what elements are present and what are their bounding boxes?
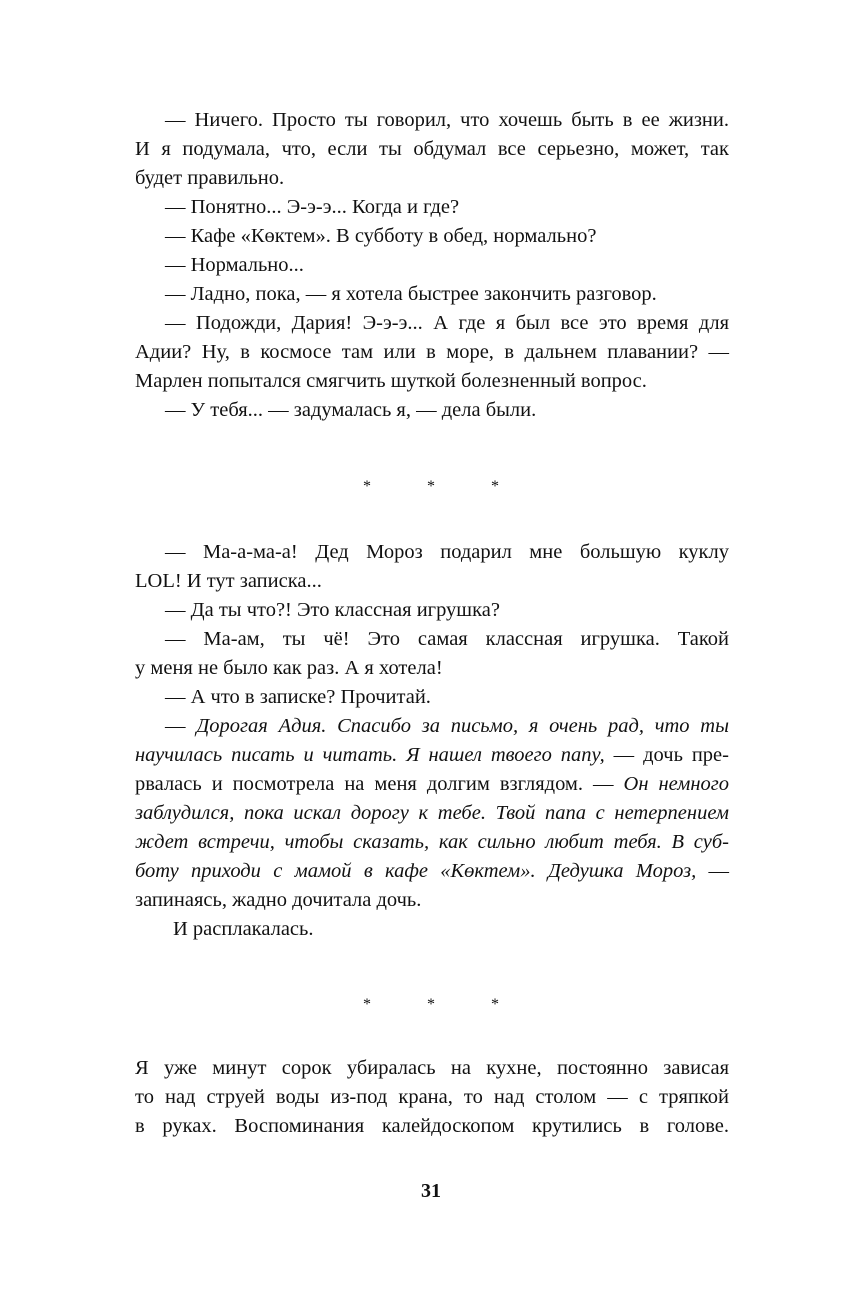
paragraph-line: у меня не было как раз. А я хотела!	[135, 657, 443, 679]
note-text: Он немного	[623, 773, 729, 795]
paragraph-line: И расплакалась.	[173, 918, 314, 940]
paragraph-line: — Подожди, Дария! Э-э-э... А где я был все это время для	[165, 312, 729, 334]
narration-text: — дочь пре-	[604, 744, 729, 766]
paragraph-line	[135, 741, 729, 770]
paragraph-line: — А что в записке? Прочитай.	[165, 686, 431, 708]
paragraph-line: то над струей воды из-под крана, то над столом — с тряпкой	[135, 1086, 729, 1108]
dialogue-section-1	[135, 106, 729, 425]
narration-text: рвалась и посмотрела на меня долгим взглядом. —	[135, 773, 624, 795]
paragraph-line: Марлен попытался смягчить шуткой болезненный вопрос.	[135, 370, 647, 392]
section-separator: * * *	[363, 996, 525, 1013]
paragraph-line: Я уже минут сорок убиралась на кухне, постоянно зависая	[135, 1057, 729, 1079]
note-text: боту приходи с мамой в кафе «Көктем». Дедушка Мороз,	[135, 860, 697, 882]
paragraph-line	[135, 712, 729, 741]
paragraph-line: — У тебя... — задумалась я, — дела были.	[165, 399, 537, 421]
narration-text: —	[696, 860, 729, 882]
section-separator: * * *	[363, 478, 525, 495]
paragraph-line: ждет встречи, чтобы сказать, как сильно любит тебя. В суб-	[135, 831, 729, 853]
paragraph-line: Адии? Ну, в космосе там или в море, в дальнем плавании? —	[135, 341, 729, 363]
dash: —	[165, 715, 197, 737]
paragraph-line: — Понятно... Э-э-э... Когда и где?	[165, 196, 460, 218]
note-text: Дорогая Адия. Спасибо за письмо, я очень рад, что ты	[196, 715, 729, 737]
paragraph-line: будет правильно.	[135, 167, 285, 189]
paragraph-line	[135, 857, 729, 886]
paragraph-line: — Кафе «Көктем». В субботу в обед, нормально?	[165, 225, 597, 247]
paragraph-line: — Нормально...	[165, 254, 304, 276]
paragraph-line: И я подумала, что, если ты обдумал все серьезно, может, так	[135, 138, 729, 160]
narrative-section-3	[135, 1054, 729, 1141]
note-text: научилась писать и читать. Я нашел твоего папу,	[135, 744, 605, 766]
paragraph-line: в руках. Воспоминания калейдоскопом крутились в голове.	[135, 1115, 729, 1137]
paragraph-line: — Да ты что?! Это классная игрушка?	[165, 599, 500, 621]
paragraph-line: — Ничего. Просто ты говорил, что хочешь быть в ее жизни.	[165, 109, 729, 131]
paragraph-line: — Ма-ам, ты чё! Это самая классная игрушка. Такой	[165, 628, 729, 650]
paragraph-line: заблудился, пока искал дорогу к тебе. Твой папа с нетерпением	[135, 802, 729, 824]
paragraph-line: LOL! И тут записка...	[135, 570, 322, 592]
paragraph-line	[135, 770, 729, 799]
dialogue-section-2	[135, 538, 729, 944]
paragraph-line: — Ма-а-ма-а! Дед Мороз подарил мне большую куклу	[165, 541, 729, 563]
paragraph-line: запинаясь, жадно дочитала дочь.	[135, 889, 422, 911]
paragraph-line: — Ладно, пока, — я хотела быстрее закончить разговор.	[165, 283, 657, 305]
page-number: 31	[421, 1180, 441, 1202]
